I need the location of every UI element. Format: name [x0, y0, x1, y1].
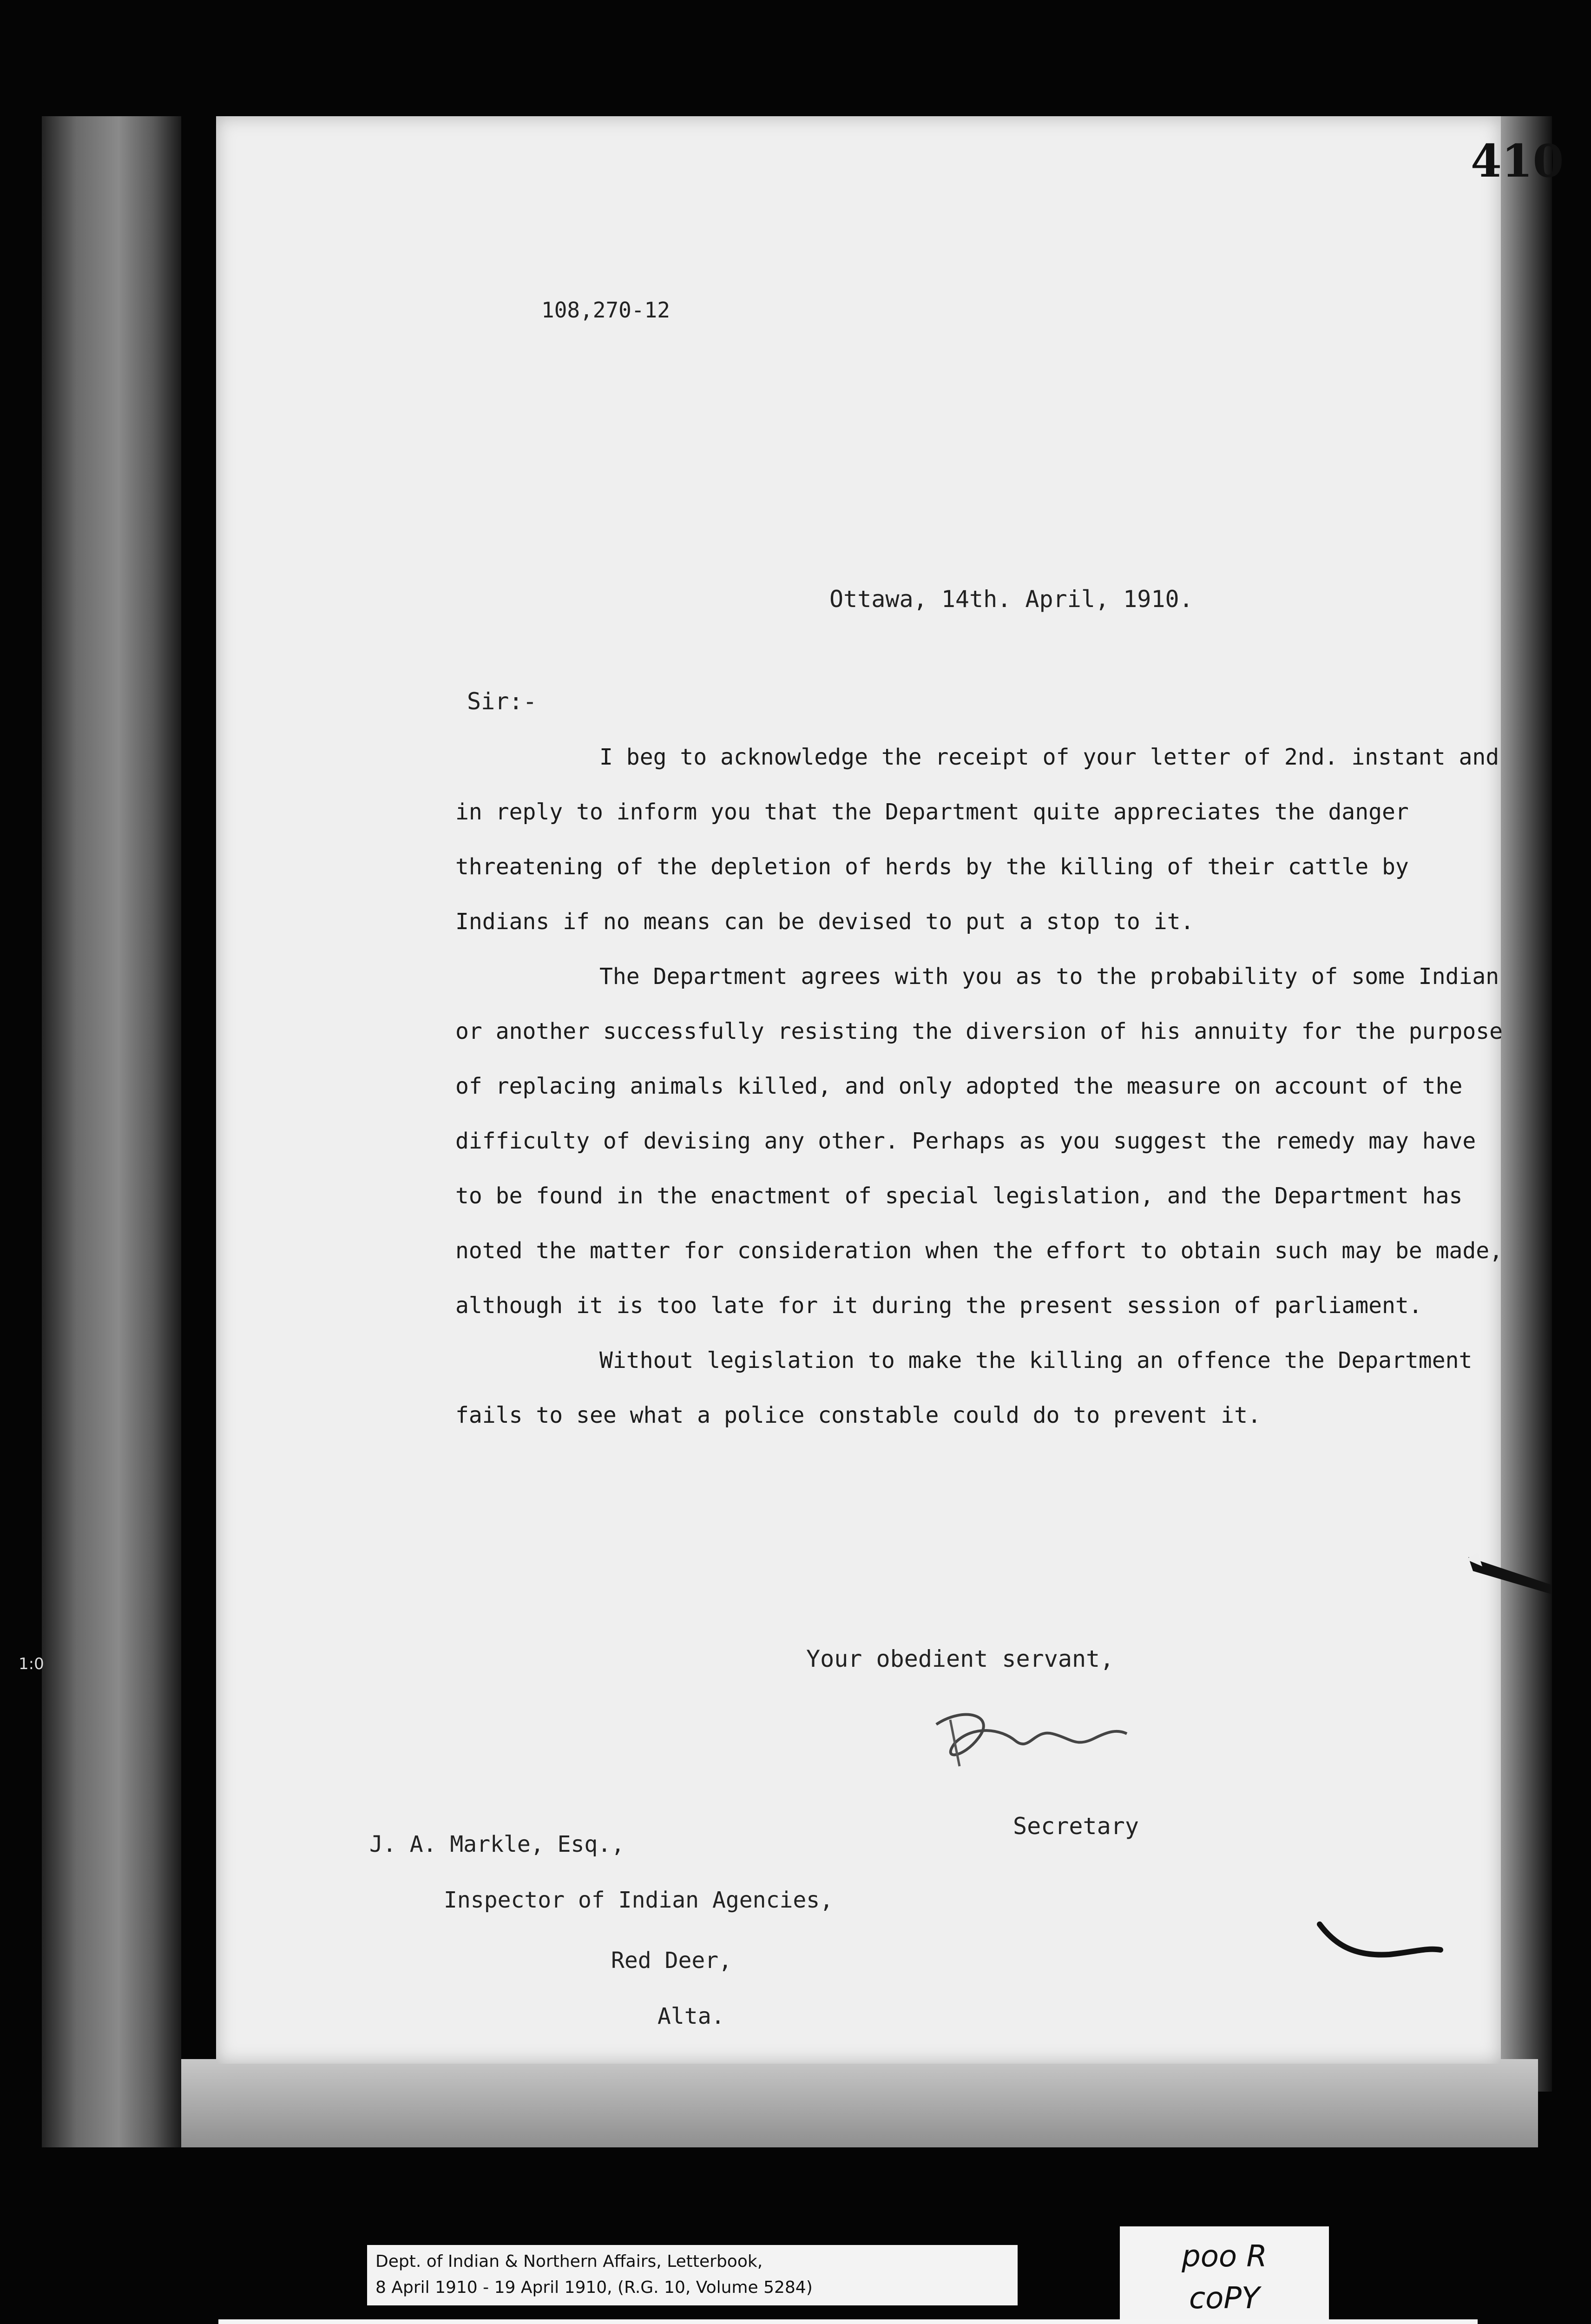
addressee-province: Alta.	[657, 2003, 725, 2029]
paragraph-1: I beg to acknowledge the receipt of your letter of 2nd. instant and in reply to inform you that the Department quite appreciates the danger threatening of the depletion of herds by the killing of their cattle by Indians if no means can be devised to put a stop to it.	[455, 744, 1499, 935]
book-binding-left-edge	[42, 116, 181, 2147]
closing: Your obedient servant,	[806, 1645, 1114, 1672]
addressee-title: Inspector of Indian Agencies,	[444, 1887, 834, 1913]
pen-stroke-mark	[1315, 1915, 1445, 1966]
signatory-title: Secretary	[1013, 1813, 1139, 1840]
book-binding-right-edge	[1501, 116, 1552, 2092]
salutation: Sir:-	[467, 688, 537, 715]
public-archives-card	[218, 2319, 1478, 2324]
poor-copy-line-1: poo R	[1182, 2239, 1267, 2274]
pen-tip-icon	[1464, 1538, 1557, 1594]
paragraph-3: Without legislation to make the killing an offence the Department fails to see what a police constable could do to prevent it.	[455, 1347, 1473, 1428]
addressee-name: J. A. Markle, Esq.,	[369, 1831, 625, 1857]
poor-copy-line-2: coPY	[1189, 2281, 1260, 2316]
page-bottom-edge	[181, 2059, 1538, 2147]
file-reference: 108,270-12	[541, 297, 670, 323]
date-line: Ottawa, 14th. April, 1910.	[829, 586, 1193, 613]
letter-body	[455, 730, 1506, 1443]
margin-mark: 1:0	[19, 1655, 44, 1673]
paragraph-2: The Department agrees with you as to the probability of some Indian or another successfully resisting the diversion of his annuity for the purpose of replacing animals killed, and only adopted the measure on account of the difficulty of devising any other. Perhaps as you suggest the remedy may have to be found in the enactment of special legislation, and the Department has noted the matter for consideration when the effort to obtain such may be made, although it is too late for it during the present session of parliament.	[455, 964, 1503, 1319]
letter-page	[216, 116, 1564, 2064]
archive-reference-label	[367, 2245, 1018, 2305]
poor-copy-note	[1120, 2226, 1329, 2324]
addressee-city: Red Deer,	[611, 1948, 732, 1974]
handwritten-signature	[922, 1697, 1136, 1771]
archive-label-line-2: 8 April 1910 - 19 April 1910, (R.G. 10, Volume 5284)	[375, 2278, 813, 2297]
page-number: 410	[1471, 135, 1564, 187]
archive-label-line-1: Dept. of Indian & Northern Affairs, Letterbook,	[375, 2252, 763, 2271]
